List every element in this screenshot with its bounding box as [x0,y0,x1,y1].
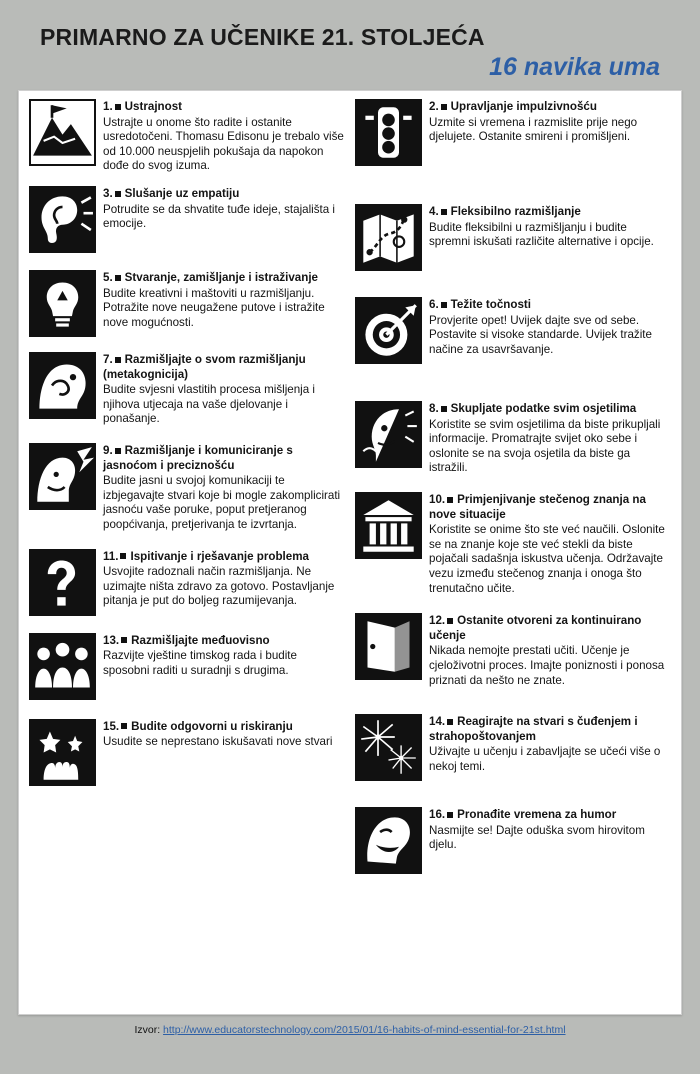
habit-body: Budite jasni u svojoj komunikaciji te izbjegavajte stvari koje bi mogle zakomplicirati jasnoću vaše poruke, poput pretjeranog poopćivanja, pretjerivanja te izvrtanja. [103,474,341,531]
habits-column-right [355,99,671,883]
page-subtitle: 16 navika uma [489,53,660,81]
building-columns-icon [355,492,422,559]
habit-body: Razvijte vještine timskog rada i budite sposobni raditi u suradnji s drugima. [103,649,297,677]
habit-title: Primjenjivanje stečenog znanja na nove situacije [429,492,646,521]
habit-11 [29,549,345,616]
habit-number: 10. [429,492,446,506]
habit-10 [355,492,671,596]
habit-number: 11. [103,549,119,563]
fireworks-icon [355,714,422,781]
habit-text [429,492,671,596]
habit-1 [29,99,345,174]
speaking-head-icon [29,443,96,510]
habit-body: Ustrajte u onome što radite i ostanite usredotočeni. Thomasu Edisonu je trebalo više od 10.000 neuspjelih pokušaja da napokon dođe do svog izuma. [103,115,344,173]
habit-6 [355,297,671,364]
habit-body: Uživajte u učenju i zabavljajte se učeći više o nekoj temi. [429,745,661,773]
habit-3 [29,186,345,253]
habits-column-left [29,99,345,883]
habit-number: 9. [103,443,113,457]
habit-body: Budite kreativni i maštoviti u razmišljanju. Potražite nove neugažene putove i istražite nove mogućnosti. [103,286,325,329]
habit-body: Usudite se neprestano iskušavati nove stvari [103,735,333,749]
habit-body: Uzmite si vremena i razmislite prije nego djelujete. Ostanite smireni i promišljeni. [429,115,638,144]
people-group-icon [29,633,96,700]
senses-face-icon [355,401,422,468]
bullet-square-icon [447,497,453,503]
habit-8 [355,401,671,476]
habit-9 [29,443,345,533]
habit-text [429,297,671,364]
habit-text [103,549,345,616]
habit-title: Ostanite otvoreni za kontinuirano učenje [429,614,642,642]
habit-body: Usvojite radoznali način razmišljanja. Ne uzimajte ništa zdravo za gotovo. Postavljanje pitanja je put do boljeg razumijevanja. [103,565,335,608]
habit-number: 15. [103,719,120,733]
habit-number: 4. [429,205,439,218]
habit-number: 12. [429,614,446,628]
habit-body: Koristite se onime što ste već naučili. Oslonite se na znanje koje ste već stekli da biste pojačali sadašnja iskustva učenja. Održavajte vezu između stečenog znanja i onoga što trenutačno učite. [429,523,665,595]
lightbulb-icon [29,270,96,337]
habit-text [103,99,345,174]
habit-text [103,633,345,700]
target-arrow-icon [355,297,422,364]
habit-text [429,204,671,271]
habit-body: Nasmijte se! Dajte oduška svom hirovitom djelu. [429,823,645,852]
habit-text [429,714,671,781]
habit-text [103,352,345,427]
habit-body: Budite fleksibilni u razmišljanju i budite spremni iskušati različite alternative i opcije. [429,220,654,249]
open-door-icon [355,613,422,680]
habits-grid [29,99,671,883]
habit-title: Skupljate podatke svim osjetilima [450,402,637,415]
habit-15 [29,719,345,786]
habit-title: Ispitivanje i rješavanje problema [130,549,309,563]
habit-5 [29,270,345,337]
habit-body: Nikada nemojte prestati učiti. Učenje je cjeloživotni proces. Imajte poniznosti i ponosa priznati da nešto ne znate. [429,644,665,687]
habit-body: Koristite se svim osjetilima da biste prikupljali informacije. Promatrajte svijet oko sebe i oslonite se na svoja osjetila da biste ga istražili. [429,417,661,475]
bullet-square-icon [115,104,121,110]
habit-title: Razmišljajte međuovisno [131,633,270,647]
habit-body: Budite svjesni vlastitih procesa mišljenja i njihova utjecaja na vaše djelovanje i ponašanje. [103,383,315,426]
page-title: PRIMARNO ZA UČENIKE 21. STOLJEĆA [40,24,485,50]
habit-title: Upravljanje impulzivnošću [450,100,597,113]
habits-card [18,90,682,1015]
habit-text [429,807,671,874]
bullet-square-icon [447,618,453,624]
habit-body: Provjerite opet! Uvijek dajte sve od sebe. Postavite si visoke standarde. Uvijek tražite načine za usavršavanje. [429,313,652,356]
habit-title: Razmišljajte o svom razmišljanju (metakognicija) [103,352,306,381]
habit-title: Ustrajnost [124,100,183,113]
habit-4 [355,204,671,271]
habit-text [429,99,671,166]
habit-number: 16. [429,808,446,822]
habit-14 [355,714,671,781]
habit-number: 13. [103,633,120,647]
laughing-face-icon [355,807,422,874]
habit-number: 6. [429,298,439,311]
bullet-square-icon [441,104,447,110]
habit-text [103,719,332,786]
habit-text [103,186,345,253]
habit-title: Težite točnosti [450,298,531,311]
bullet-square-icon [441,302,447,308]
bullet-square-icon [115,357,121,363]
traffic-light-icon [355,99,422,166]
habit-7 [29,352,345,427]
habit-text [429,613,671,688]
bullet-square-icon [120,553,126,559]
habit-number: 8. [429,402,439,415]
bullet-square-icon [121,723,127,729]
habit-title: Razmišljanje i komuniciranje s jasnoćom i preciznošću [103,443,293,472]
habit-title: Fleksibilno razmišljanje [450,205,581,218]
habit-2 [355,99,671,166]
source-label: Izvor: [134,1024,161,1036]
bullet-square-icon [441,406,447,412]
habit-title: Stvaranje, zamišljanje i istraživanje [124,270,318,284]
head-thinking-icon [29,352,96,419]
habit-16 [355,807,671,874]
habit-number: 2. [429,100,439,113]
habit-number: 5. [103,270,113,284]
hands-stars-icon [29,719,96,786]
habit-title: Pronađite vremena za humor [457,808,617,822]
bullet-square-icon [447,719,453,725]
bullet-square-icon [447,812,453,818]
habit-number: 3. [103,186,113,200]
bullet-square-icon [115,448,121,454]
habit-text [429,401,671,476]
source-line [18,1024,682,1036]
bullet-square-icon [115,191,121,197]
bullet-square-icon [441,209,447,215]
mountain-flag-icon [29,99,96,166]
habit-13 [29,633,345,700]
habit-text [103,270,345,337]
ear-icon [29,186,96,253]
map-route-icon [355,204,422,271]
habit-number: 7. [103,352,113,366]
question-mark-icon [29,549,96,616]
habit-title: Slušanje uz empatiju [124,186,240,200]
habit-body: Potrudite se da shvatite tuđe ideje, stajališta i emocije. [103,202,336,231]
habit-text [103,443,345,533]
habit-title: Reagirajte na stvari s čuđenjem i strahopoštovanjem [429,715,638,743]
bullet-square-icon [121,637,127,643]
habit-12 [355,613,671,688]
habit-number: 1. [103,100,113,113]
habit-title: Budite odgovorni u riskiranju [131,719,293,733]
source-link[interactable]: http://www.educatorstechnology.com/2015/01/16-habits-of-mind-essential-for-21st.html [163,1024,566,1036]
bullet-square-icon [115,275,121,281]
habit-number: 14. [429,715,446,729]
